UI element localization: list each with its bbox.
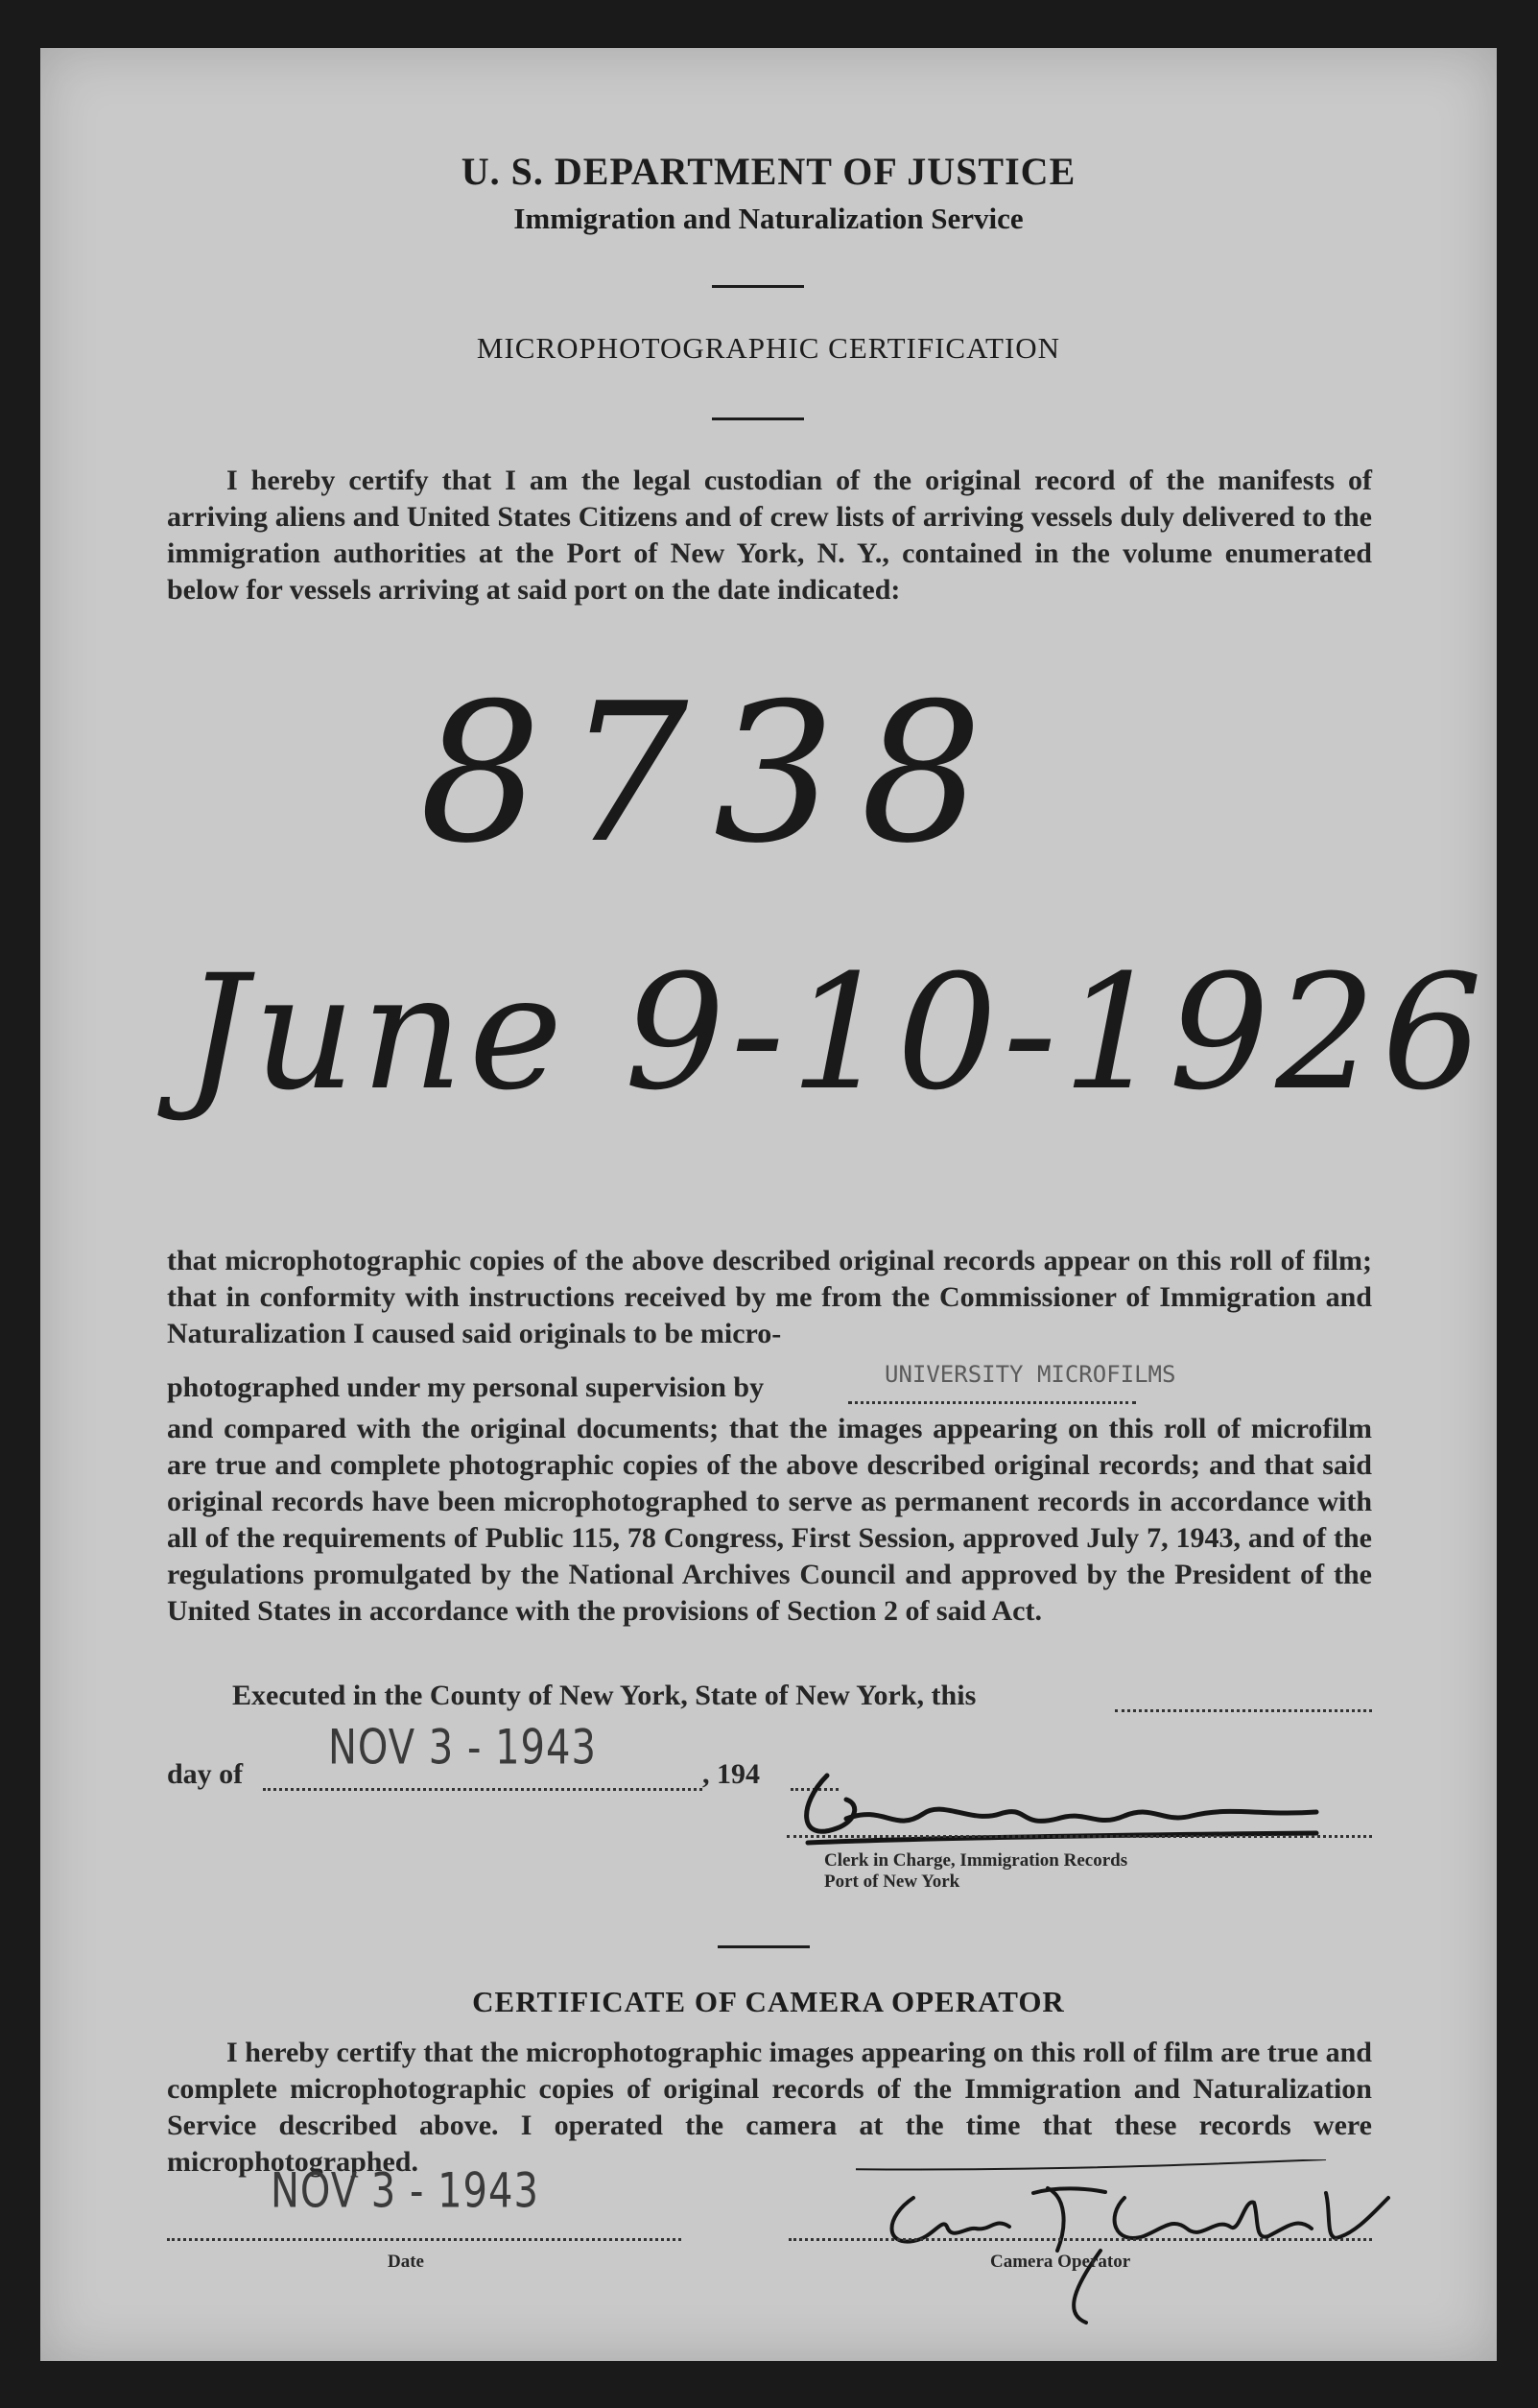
supervisor-typed: UNIVERSITY MICROFILMS — [885, 1361, 1176, 1388]
camera-date-line — [167, 2238, 681, 2241]
certification-paragraph-1: I hereby certify that I am the legal custodian of the original record of the manifests of arriving aliens and United States Citizens and of crew lists of arriving vessels duly delivered to the immigration authorities at the Port of New York, N. Y., contained in the volume enumerated below for vessels arriving at said port on the date indicated: — [167, 465, 1372, 606]
supervision-dotted-line — [848, 1401, 1136, 1404]
handwritten-volume-number: 8738 — [419, 662, 1007, 886]
camera-operator-label: Camera Operator — [990, 2252, 1131, 2272]
day-date-stamp: NOV 3 - 1943 — [328, 1720, 597, 1776]
executed-dotted-line — [1115, 1709, 1372, 1712]
certification-paragraph-3: and compared with the original documents; that the images appearing on this roll of microfilm are true and complete photographic copies of the above described original records; and that said original records have been microphotographed to serve as permanent records in accordance with all of the requirements of Public 115, 78 Congress, First Session, approved July 7, 1943, and of the regulations promulgated by the National Archives Council and approved by the President of the United States in accordance with the provisions of Section 2 of said Act. — [167, 1413, 1372, 1627]
clerk-title-line2: Port of New York — [824, 1872, 960, 1892]
service-subheading: Immigration and Naturalization Service — [513, 202, 1024, 235]
clerk-signature — [779, 1747, 1345, 1862]
camera-operator-line — [789, 2238, 1372, 2241]
divider-bottom — [718, 1945, 810, 1948]
day-dotted-line — [263, 1788, 702, 1791]
camera-certificate-paragraph: I hereby certify that the microphotographic images appearing on this roll of film are true and complete microphotographic copies of original records of the Immigration and Naturalization Service described above. I operated the camera at the time that these records were microphotographed. — [167, 2037, 1372, 2178]
certification-paragraph-2: that microphotographic copies of the above described original records appear on this roll of film; that in conformity with instructions received by me from the Commissioner of Immigration and Naturalization I caused said originals to be micro- — [167, 1245, 1372, 1349]
camera-date-stamp: NOV 3 - 1943 — [271, 2163, 539, 2219]
camera-operator-signature — [856, 2159, 1432, 2332]
clerk-title-line1: Clerk in Charge, Immigration Records — [824, 1850, 1128, 1871]
department-heading: U. S. DEPARTMENT OF JUSTICE — [461, 150, 1077, 193]
year-label: , 194 — [702, 1758, 760, 1790]
supervision-label: photographed under my personal supervision by — [167, 1371, 765, 1403]
executed-text: Executed in the County of New York, State of New York, this — [232, 1680, 977, 1711]
handwritten-volume-date: June 9-10-1926 — [184, 941, 1489, 1125]
clerk-signature-line — [787, 1835, 1372, 1838]
divider-top — [712, 285, 804, 288]
day-of-label: day of — [167, 1758, 244, 1790]
camera-certificate-title: CERTIFICATE OF CAMERA OPERATOR — [472, 1985, 1065, 2018]
camera-date-label: Date — [388, 2252, 424, 2272]
certification-title: MICROPHOTOGRAPHIC CERTIFICATION — [476, 331, 1061, 365]
certificate-page — [40, 48, 1497, 2361]
divider-middle — [712, 417, 804, 420]
